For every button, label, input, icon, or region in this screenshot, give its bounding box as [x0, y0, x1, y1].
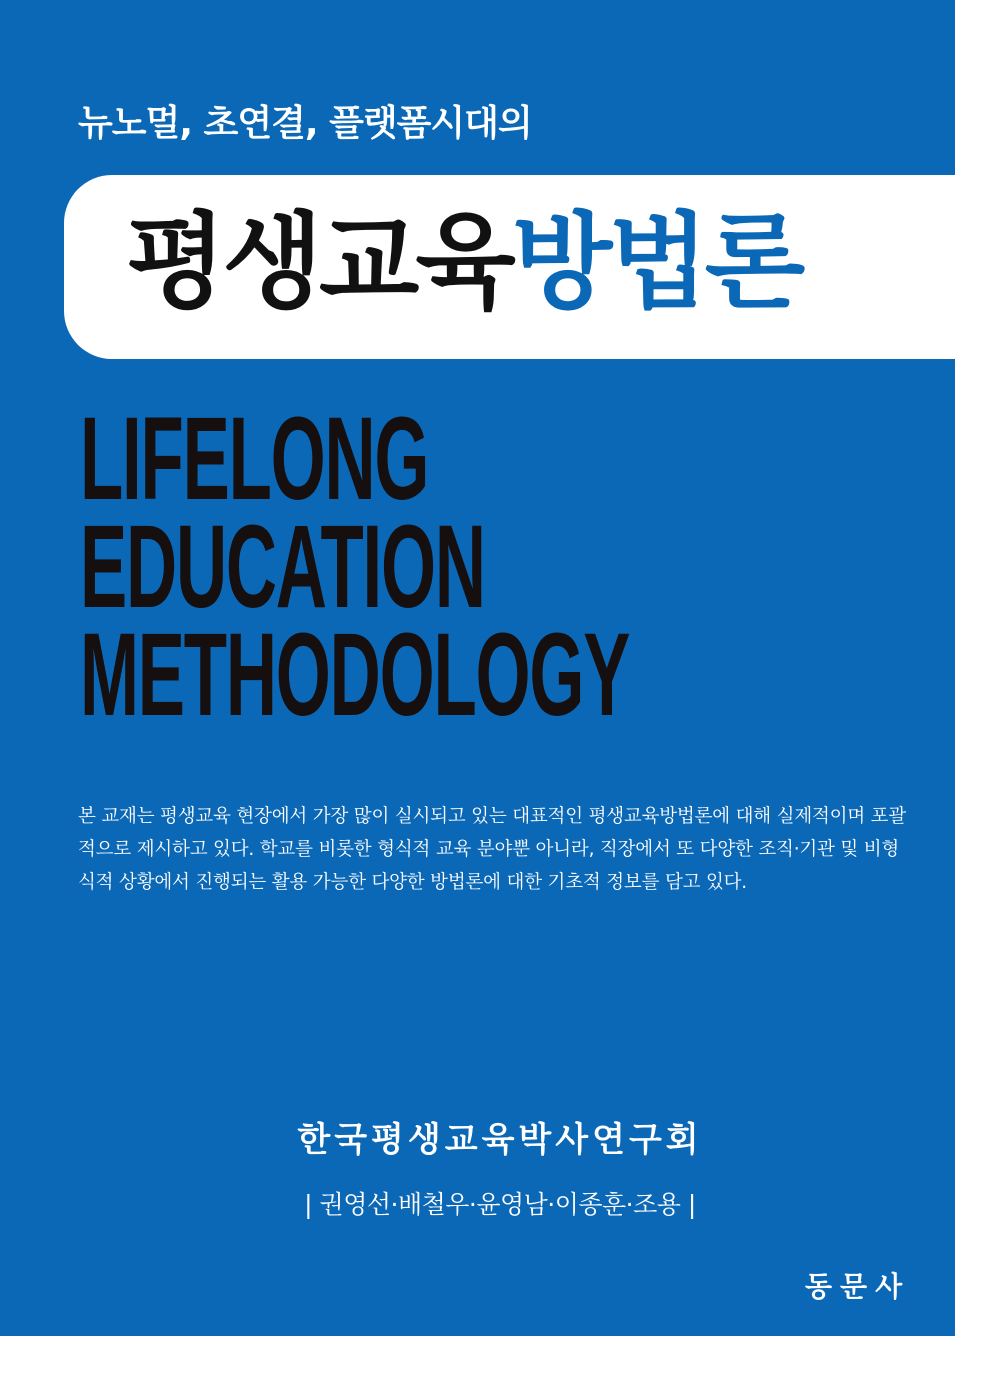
author-names: | 권영선·배철우·윤영남·이종훈·조용 | — [304, 1190, 696, 1219]
cover-description: 본 교재는 평생교육 현장에서 가장 많이 실시되고 있는 대표적인 평생교육방법론에 대해 실제적이며 포괄적으로 제시하고 있다. 학교를 비롯한 형식적 교육 분야뿐 아니라, 직장에서 또 다양한 조직·기관 및 비형식적 상황에서 진행되는 활용 가능한 다양한 방법론에 대한 기초적 정보를 담고 있다. — [78, 806, 907, 893]
author-organization: 한국평생교육박사연구회 — [297, 1120, 703, 1160]
english-title-line-3: METHODOLOGY — [80, 609, 630, 741]
title-part-2: 방법론 — [511, 201, 802, 323]
cover-title — [126, 197, 801, 327]
english-title-line-1: LIFELONG — [80, 393, 429, 525]
english-title — [80, 393, 630, 741]
title-part-1: 평생교육 — [126, 201, 512, 323]
publisher-name: 동문사 — [805, 1270, 911, 1303]
cover-subtitle: 뉴노멀, 초연결, 플랫폼시대의 — [78, 103, 532, 144]
english-title-line-2: EDUCATION — [80, 501, 485, 633]
title-banner — [64, 175, 955, 359]
